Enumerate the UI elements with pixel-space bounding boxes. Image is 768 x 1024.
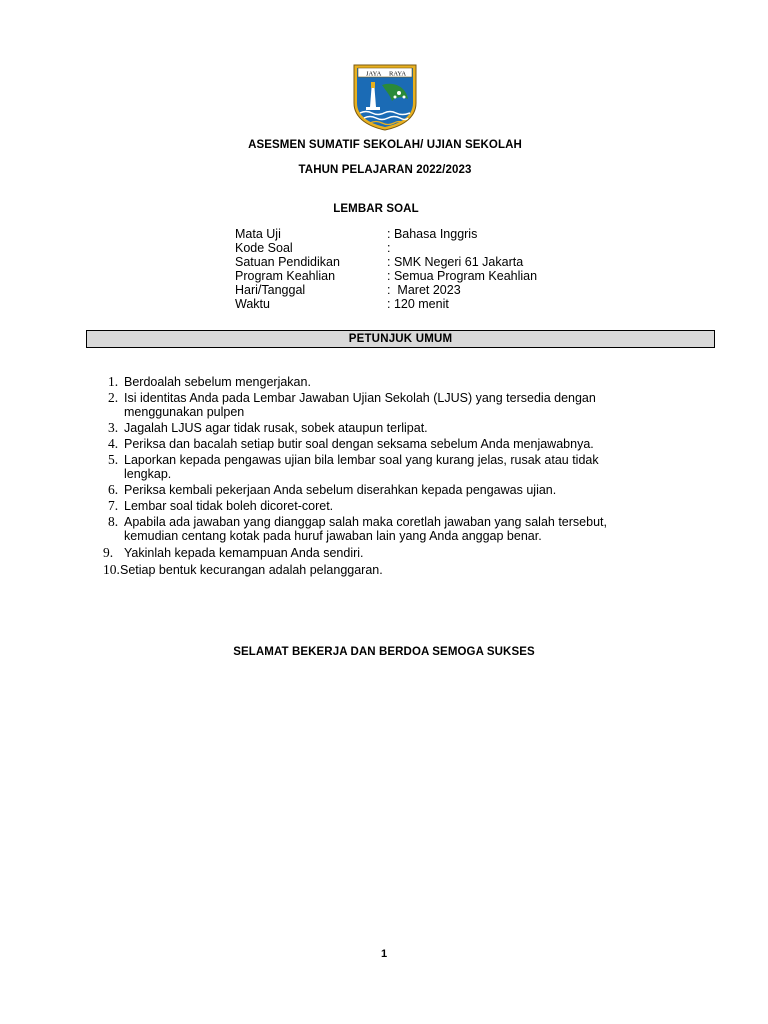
item-number: 8.	[108, 514, 119, 529]
info-label: Satuan Pendidikan	[235, 255, 340, 269]
list-item	[100, 453, 640, 481]
info-label: Kode Soal	[235, 241, 293, 255]
closing-message: SELAMAT BEKERJA DAN BERDOA SEMOGA SUKSES	[233, 646, 535, 658]
info-value: : SMK Negeri 61 Jakarta	[387, 255, 524, 269]
info-label: Waktu	[235, 297, 270, 311]
academic-year: TAHUN PELAJARAN 2022/2023	[298, 164, 472, 176]
info-value: :	[387, 241, 391, 255]
item-number: 1.	[108, 374, 119, 389]
info-row-date	[235, 283, 537, 297]
list-item	[100, 421, 640, 435]
instructions-heading-banner: PETUNJUK UMUM	[86, 330, 715, 348]
item-text: Yakinlah kepada kemampuan Anda sendiri.	[124, 546, 364, 560]
item-number: 10.	[103, 562, 120, 577]
list-item	[100, 391, 640, 419]
document-title: ASESMEN SUMATIF SEKOLAH/ UJIAN SEKOLAH	[248, 139, 522, 151]
item-number: 5.	[108, 452, 119, 467]
item-text: Laporkan kepada pengawas ujian bila lembar soal yang kurang jelas, rusak atau tidak lengkap.	[124, 453, 599, 481]
info-row-program	[235, 269, 537, 283]
list-item	[100, 563, 640, 577]
item-number: 3.	[108, 420, 119, 435]
item-number: 4.	[108, 436, 119, 451]
info-label: Hari/Tanggal	[235, 283, 306, 297]
info-value: : Semua Program Keahlian	[387, 269, 538, 283]
item-text: Lembar soal tidak boleh dicoret-coret.	[124, 499, 334, 513]
info-row-code	[235, 241, 537, 255]
list-item	[100, 483, 640, 497]
svg-text:RAYA: RAYA	[389, 70, 407, 78]
info-value: : Bahasa Inggris	[387, 227, 478, 241]
item-text: Jagalah LJUS agar tidak rusak, sobek ataupun terlipat.	[124, 421, 428, 435]
item-number: 7.	[108, 498, 119, 513]
item-text: Periksa kembali pekerjaan Anda sebelum diserahkan kepada pengawas ujian.	[124, 483, 557, 497]
page-number: 1	[380, 948, 388, 960]
list-item	[100, 375, 640, 389]
info-value: : Maret 2023	[387, 283, 461, 297]
info-row-school	[235, 255, 537, 269]
item-number: 6.	[108, 482, 119, 497]
info-value: : 120 menit	[387, 297, 449, 311]
info-row-subject	[235, 227, 537, 241]
jakarta-coat-of-arms-logo	[352, 63, 418, 131]
list-item	[100, 437, 640, 451]
info-label: Mata Uji	[235, 227, 281, 241]
item-number: 9.	[103, 545, 114, 560]
svg-text:JAYA: JAYA	[366, 70, 382, 78]
item-text: Isi identitas Anda pada Lembar Jawaban Ujian Sekolah (LJUS) yang tersedia dengan menggunakan pulpen	[124, 391, 596, 419]
exam-info-table	[235, 227, 537, 311]
item-text: Berdoalah sebelum mengerjakan.	[124, 375, 311, 389]
info-row-duration	[235, 297, 537, 311]
sheet-title: LEMBAR SOAL	[333, 203, 419, 215]
info-label: Program Keahlian	[235, 269, 336, 283]
list-item	[100, 515, 640, 543]
item-text: Setiap bentuk kecurangan adalah pelanggaran.	[120, 563, 383, 577]
list-item	[100, 499, 640, 513]
item-text: Periksa dan bacalah setiap butir soal dengan seksama sebelum Anda menjawabnya.	[124, 437, 594, 451]
instructions-list	[100, 375, 640, 579]
list-item	[100, 546, 640, 560]
item-number: 2.	[108, 390, 119, 405]
item-text: Apabila ada jawaban yang dianggap salah maka coretlah jawaban yang salah tersebut, kemudian centang kotak pada huruf jawaban lain yang Anda anggap benar.	[124, 515, 607, 543]
